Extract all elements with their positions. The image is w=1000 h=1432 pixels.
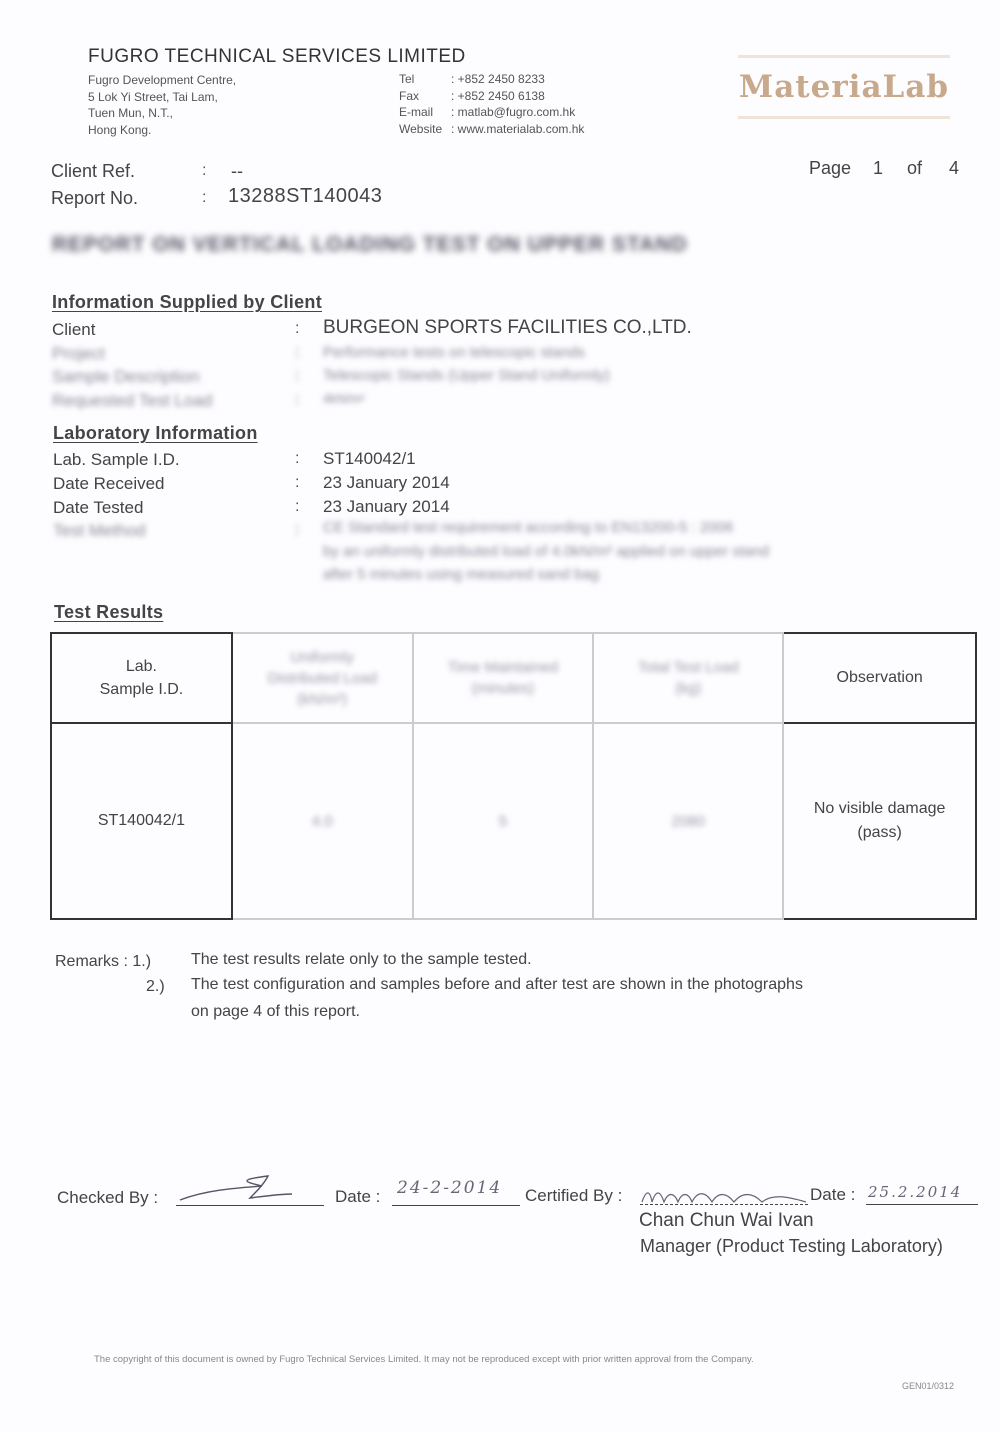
colon: : <box>295 391 300 408</box>
project-label: Project <box>52 344 105 363</box>
colon: : <box>295 320 300 337</box>
contact-label: Tel <box>399 72 415 86</box>
report-title: REPORT ON VERTICAL LOADING TEST ON UPPER STAND <box>52 233 688 256</box>
checked-by-label: Checked By : <box>57 1188 159 1207</box>
header-observation: Observation <box>783 633 976 723</box>
date-received-value: 23 January 2014 <box>323 473 450 492</box>
lab-sample-id-value: ST140042/1 <box>323 449 416 468</box>
copyright-notice: The copyright of this document is owned by Fugro Technical Services Limited. It may not be reproduced except with prior written approval from the Company. <box>94 1354 754 1365</box>
table-row <box>51 723 976 919</box>
company-contact <box>399 71 584 137</box>
certified-by-signature <box>640 1184 810 1206</box>
date-tested-value: 23 January 2014 <box>323 497 450 516</box>
date-line <box>392 1205 520 1206</box>
contact-value: : www.materialab.com.hk <box>451 121 585 136</box>
header-text: Time Maintained <box>447 659 559 676</box>
header-text: (minutes) <box>471 680 535 697</box>
address-line: Tuen Mun, N.T., <box>88 106 173 120</box>
header-text: (kN/m²) <box>297 690 348 708</box>
certifier-position: Manager (Product Testing Laboratory) <box>640 1236 943 1256</box>
colon: : <box>295 344 300 361</box>
contact-value: : matlab@fugro.com.hk <box>451 105 576 119</box>
cell-sample-id: ST140042/1 <box>51 723 232 919</box>
lab-info-heading: Laboratory Information <box>53 423 258 443</box>
company-address <box>88 72 236 138</box>
report-no-label: Report No. <box>51 188 139 208</box>
header-text: Distributed Load <box>267 669 377 687</box>
project-value: Performance tests on telescopic stands <box>323 344 585 361</box>
test-results-heading: Test Results <box>54 602 164 622</box>
client-ref-label: Client Ref. <box>51 161 136 181</box>
remark-2-number: 2.) <box>146 978 165 995</box>
test-method-line: by an uniformly distributed load of 4.0kN/m² applied on upper stand <box>323 543 770 560</box>
cell-total-test-load <box>593 723 783 919</box>
contact-label: E-mail <box>399 105 434 119</box>
header-text: Sample I.D. <box>99 681 184 698</box>
cell-text: 4.0 <box>311 812 333 830</box>
certified-by-label: Certified By : <box>525 1186 623 1205</box>
page-total: 4 <box>949 158 960 178</box>
remark-1: The test results relate only to the sample tested. <box>191 951 532 968</box>
colon: : <box>295 498 300 515</box>
observation-text: No visible damage <box>813 800 946 817</box>
header-text: Uniformly <box>290 648 354 666</box>
table-header-row <box>51 633 976 723</box>
test-method-value: CE Standard test requirement according to EN13200-5 : 2006 <box>323 519 734 536</box>
header-sample-id <box>51 633 232 723</box>
client-info-heading: Information Supplied by Client <box>52 292 322 312</box>
colon: : <box>295 367 300 384</box>
certifier-name: Chan Chun Wai Ivan <box>639 1210 814 1231</box>
test-results-table <box>50 632 977 920</box>
colon: : <box>295 521 300 538</box>
checked-by-signature <box>176 1170 316 1206</box>
contact-value: : +852 2450 6138 <box>451 88 545 103</box>
materialab-logo: MateriaLab <box>738 55 950 119</box>
company-name: FUGRO TECHNICAL SERVICES LIMITED <box>88 46 466 67</box>
header-text: Lab. <box>125 658 157 675</box>
date-line <box>866 1204 978 1205</box>
sample-description-label: Sample Description <box>52 367 200 386</box>
page-number: 1 <box>873 158 884 178</box>
colon: : <box>295 474 300 491</box>
contact-label: Fax <box>399 88 420 103</box>
cell-time-maintained <box>413 723 594 919</box>
observation-text: (pass) <box>857 824 902 841</box>
requested-test-load-value: 4kN/m² <box>323 391 365 406</box>
header-time-maintained <box>413 633 594 723</box>
colon: : <box>202 162 207 179</box>
header-text: (kg) <box>675 680 702 697</box>
date-label: Date : <box>335 1187 381 1206</box>
address-line: 5 Lok Yi Street, Tai Lam, <box>88 89 218 104</box>
requested-test-load-label: Requested Test Load <box>52 391 213 410</box>
page-of: of <box>907 158 923 178</box>
colon: : <box>202 189 207 206</box>
header-text: Total Test Load <box>637 659 739 676</box>
sample-description-value: Telescopic Stands (Upper Stand Uniformly) <box>323 367 610 384</box>
test-method-line: after 5 minutes using measured sand bag <box>323 566 599 583</box>
form-code: GEN01/0312 <box>902 1381 955 1391</box>
cell-text: 2080 <box>671 812 705 830</box>
lab-sample-id-label: Lab. Sample I.D. <box>53 450 180 469</box>
handwritten-date: 24-2-2014 <box>397 1178 503 1198</box>
certified-by-line <box>640 1204 808 1205</box>
date-received-label: Date Received <box>53 474 165 493</box>
test-method-label: Test Method <box>53 521 146 540</box>
remark-2-line: The test configuration and samples before and after test are shown in the photographs <box>191 976 803 993</box>
date-label: Date : <box>810 1185 856 1204</box>
header-distributed-load <box>232 633 413 723</box>
address-line: Hong Kong. <box>88 122 152 137</box>
handwritten-date: 25.2.2014 <box>868 1183 963 1201</box>
client-ref-value: -- <box>231 161 243 181</box>
address-line: Fugro Development Centre, <box>88 73 237 87</box>
cell-text: 5 <box>498 812 508 830</box>
page-label: Page <box>809 158 852 178</box>
cell-distributed-load <box>232 723 413 919</box>
cell-observation <box>783 723 976 919</box>
client-label: Client <box>52 320 96 339</box>
contact-value: : +852 2450 8233 <box>451 72 545 86</box>
date-tested-label: Date Tested <box>53 498 144 517</box>
remark-2-line: on page 4 of this report. <box>191 1003 360 1020</box>
contact-label: Website <box>399 121 443 136</box>
header-total-test-load <box>593 633 783 723</box>
colon: : <box>295 450 300 467</box>
client-value: BURGEON SPORTS FACILITIES CO.,LTD. <box>323 317 692 338</box>
report-no-value: 13288ST140043 <box>228 185 383 207</box>
remarks-label: Remarks : 1.) <box>55 953 152 970</box>
